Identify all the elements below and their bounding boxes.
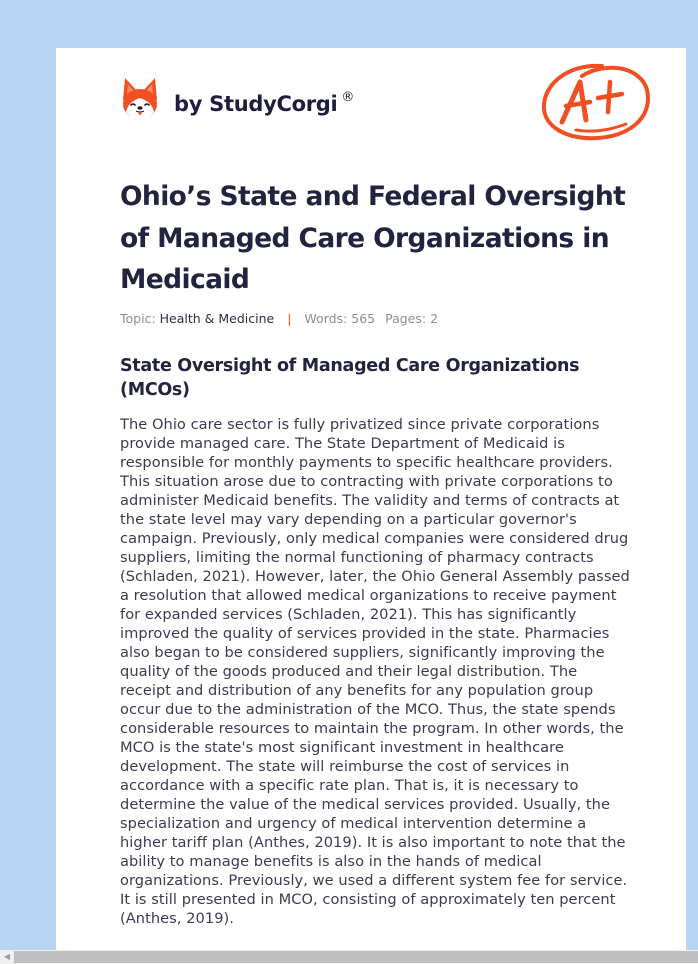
article-meta bbox=[120, 311, 438, 326]
topic-link[interactable]: Health & Medicine bbox=[159, 311, 275, 326]
document-page bbox=[56, 48, 686, 964]
brand-name-text: by StudyCorgi bbox=[174, 92, 338, 116]
a-plus-grade-icon bbox=[540, 60, 652, 142]
studycorgi-logo[interactable] bbox=[120, 76, 354, 122]
words-count: 565 bbox=[351, 311, 376, 326]
registered-mark: ® bbox=[341, 90, 355, 105]
article-title: Ohio’s State and Federal Oversight of Managed Care Organizations in Medicaid bbox=[120, 181, 626, 295]
topic-label: Topic: bbox=[120, 311, 156, 326]
page-header bbox=[120, 76, 650, 146]
pages-label: Pages: bbox=[385, 311, 427, 326]
scroll-left-arrow-icon[interactable]: ◀ bbox=[3, 952, 11, 961]
horizontal-scrollbar[interactable] bbox=[0, 950, 698, 964]
corgi-logo-icon bbox=[120, 76, 160, 122]
section-paragraph: The Ohio care sector is fully privatized since private corporations provide managed care. The State Department of Medicaid is responsible for monthly payments to specific healthcare providers. This situation arose due to contracting with private corporations to administer Medicaid benefits. The validity and terms of contracts at the state level may vary depending on a particular governor's campaign. Previously, only medical companies were considered drug suppliers, limiting the normal functioning of pharmacy contracts (Schladen, 2021). However, later, the Ohio General Assembly passed a resolution that allowed medical organizations to receive payment for expanded services (Schladen, 2021). This has significantly improved the quality of services provided in the state. Pharmacies also began to be considered suppliers, significantly improving the quality of the goods produced and their legal distribution. The receipt and distribution of any benefits for any population group occur due to the administration of the MCO. Thus, the state spends considerable resources to maintain the program. In other words, the MCO is the state's most significant investment in healthcare development. The state will reimburse the cost of services in accordance with a specific rate plan. That is, it is necessary to determine the value of the medical services provided. Usually, the specialization and urgency of medical intervention determine a higher tariff plan (Anthes, 2019). It is also important to note that the ability to manage benefits is also in the hands of medical organizations. Previously, we used a different system fee for service. It is still presented in MCO, consisting of approximately ten percent (Anthes, 2019). bbox=[120, 416, 630, 927]
words-label: Words: bbox=[304, 311, 348, 326]
pages-count: 2 bbox=[430, 311, 439, 326]
scrollbar-thumb[interactable] bbox=[14, 951, 698, 963]
brand-name bbox=[174, 90, 354, 116]
section-heading: State Oversight of Managed Care Organizations (MCOs) bbox=[120, 356, 580, 400]
meta-separator: | bbox=[287, 311, 292, 326]
